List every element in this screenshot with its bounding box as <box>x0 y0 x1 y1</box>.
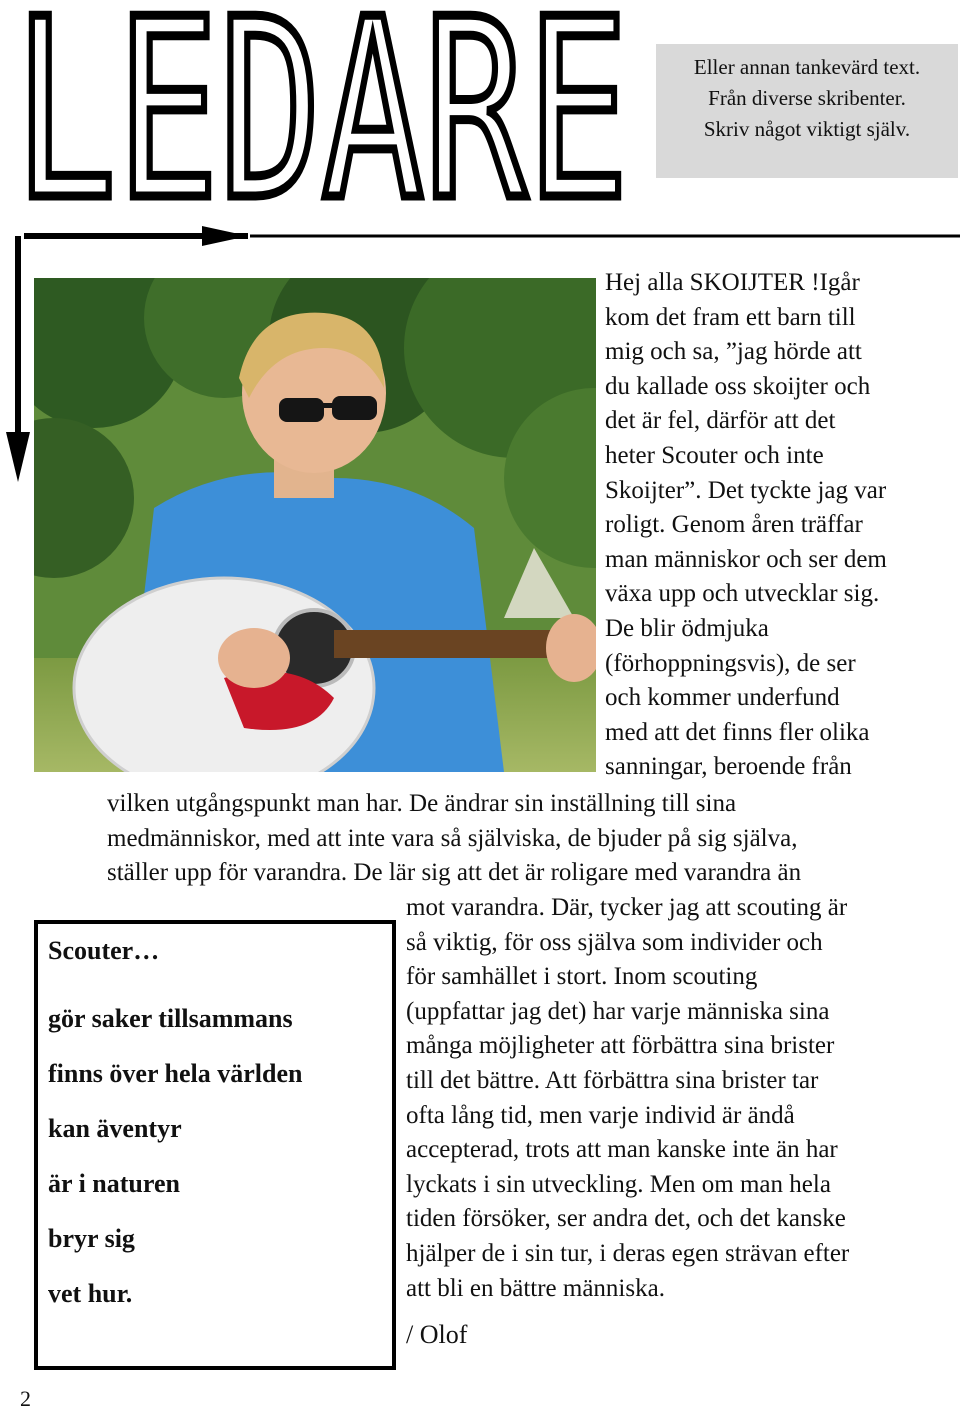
article-line: många möjligheter att förbättra sina brister <box>406 1032 835 1060</box>
article-line: till det bättre. Att förbättra sina brister tar <box>406 1066 819 1094</box>
article-line: mot varandra. Där, tycker jag att scouting är <box>406 894 848 921</box>
article-line: ställer upp för varandra. De lär sig att det är roligare med varandra än <box>107 859 802 887</box>
scouter-box-item: vet hur. <box>48 1279 133 1308</box>
article-line: det är fel, därför att det <box>605 407 836 435</box>
article-full-width <box>107 787 957 891</box>
article-line: roligt. Genom åren träffar <box>605 511 863 539</box>
scouter-box-item: bryr sig <box>48 1224 135 1253</box>
leader-photo <box>34 278 596 772</box>
article-line: medmänniskor, med att inte vara så själviska, de bjuder på sig själva, <box>107 824 798 852</box>
article-intro-column <box>605 266 957 785</box>
note-line: Eller annan tankevärd text. <box>693 55 921 79</box>
article-line: växa upp och utvecklar sig. <box>605 580 880 608</box>
down-arrowhead-icon <box>6 432 30 482</box>
article-line: (förhoppningsvis), de ser <box>605 649 856 677</box>
page-number: 2 <box>20 1386 31 1411</box>
article-line: mig och sa, ”jag hörde att <box>605 338 862 366</box>
article-signature: / Olof <box>406 1320 468 1349</box>
article-line: hjälper de i sin tur, i deras egen strävan efter <box>406 1239 850 1267</box>
article-line: Hej alla SKOIJTER !Igår <box>605 269 860 296</box>
article-line: Skoijter”. Det tyckte jag var <box>605 476 887 504</box>
article-line: så viktig, för oss själva som individer och <box>406 928 823 956</box>
scouter-box-item: är i naturen <box>48 1169 180 1198</box>
note-line: Från diverse skribenter. <box>708 86 906 110</box>
scouter-box-title: Scouter… <box>48 936 160 965</box>
note-box <box>656 44 958 178</box>
article-line: du kallade oss skoijter och <box>605 372 871 400</box>
scouter-box <box>34 920 396 1370</box>
note-line: Skriv något viktigt själv. <box>703 117 911 141</box>
article-line: De blir ödmjuka <box>605 614 769 642</box>
scouter-box-item: finns över hela världen <box>48 1059 303 1088</box>
article-line: man människor och ser dem <box>605 545 887 573</box>
article-line: sanningar, beroende från <box>605 753 852 781</box>
article-line: ofta lång tid, men varje individ är ändå <box>406 1101 795 1129</box>
article-line: accepterad, trots att man kanske inte än har <box>406 1136 838 1164</box>
right-arrowhead-icon <box>202 226 248 246</box>
article-closing-column <box>406 891 956 1306</box>
article-line: med att det finns fler olika <box>605 718 870 746</box>
article-line: att bli en bättre människa. <box>406 1274 665 1302</box>
article-line: (uppfattar jag det) har varje människa sina <box>406 997 830 1025</box>
masthead <box>14 0 634 210</box>
article-line: tiden försöker, ser andra det, och det kanske <box>406 1205 846 1233</box>
article-line: vilken utgångspunkt man har. De ändrar sin inställning till sina <box>107 790 737 817</box>
article-line: heter Scouter och inte <box>605 441 824 469</box>
article-line: lyckats i sin utveckling. Men om man hela <box>406 1170 831 1198</box>
scouter-box-item: gör saker tillsammans <box>48 1004 293 1033</box>
guitar-player-image <box>34 278 596 772</box>
article-line: för samhället i stort. Inom scouting <box>406 963 758 991</box>
masthead-title: LEDARE <box>14 0 629 210</box>
article-line: kom det fram ett barn till <box>605 303 856 331</box>
scouter-box-item: kan äventyr <box>48 1114 182 1143</box>
article-line: och kommer underfund <box>605 684 840 712</box>
